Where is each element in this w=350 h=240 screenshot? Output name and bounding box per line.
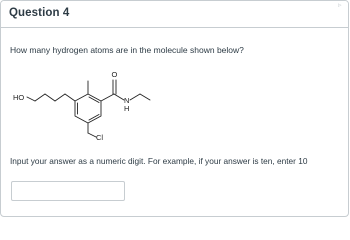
bond-ring-carbonyl bbox=[101, 94, 114, 101]
molecule-structure bbox=[10, 63, 160, 143]
label-hydroxyl: HO bbox=[13, 93, 25, 102]
question-header bbox=[1, 1, 348, 28]
answer-input[interactable] bbox=[11, 181, 125, 201]
question-title: Question 4 bbox=[9, 7, 70, 19]
bond-ch2-cl bbox=[88, 133, 96, 137]
bond-c2-c3 bbox=[45, 94, 55, 101]
bond-c4-ring bbox=[65, 94, 75, 101]
ring-double-bond-3 bbox=[89, 115, 99, 121]
benzene-ring bbox=[75, 94, 101, 123]
bond-carbonyl-n bbox=[114, 94, 124, 100]
instruction-text: Input your answer as a numeric digit. For example, if your answer is ten, enter 10 bbox=[10, 156, 308, 166]
label-chlorine: Cl bbox=[96, 133, 104, 142]
bond-c1-c2 bbox=[35, 94, 45, 101]
bond-ethyl bbox=[140, 94, 150, 100]
bond-n-ethyl bbox=[130, 94, 140, 100]
ring-double-bond-2 bbox=[89, 97, 99, 103]
label-oxygen: O bbox=[111, 70, 118, 79]
bond-ho-c1 bbox=[27, 97, 35, 101]
flag-icon[interactable]: ▹ bbox=[338, 2, 342, 9]
bond-c3-c4 bbox=[55, 94, 65, 101]
question-prompt: How many hydrogen atoms are in the molecule shown below? bbox=[10, 45, 244, 55]
label-amide-hydrogen: H bbox=[124, 104, 130, 113]
label-nitrogen: N bbox=[124, 96, 130, 105]
